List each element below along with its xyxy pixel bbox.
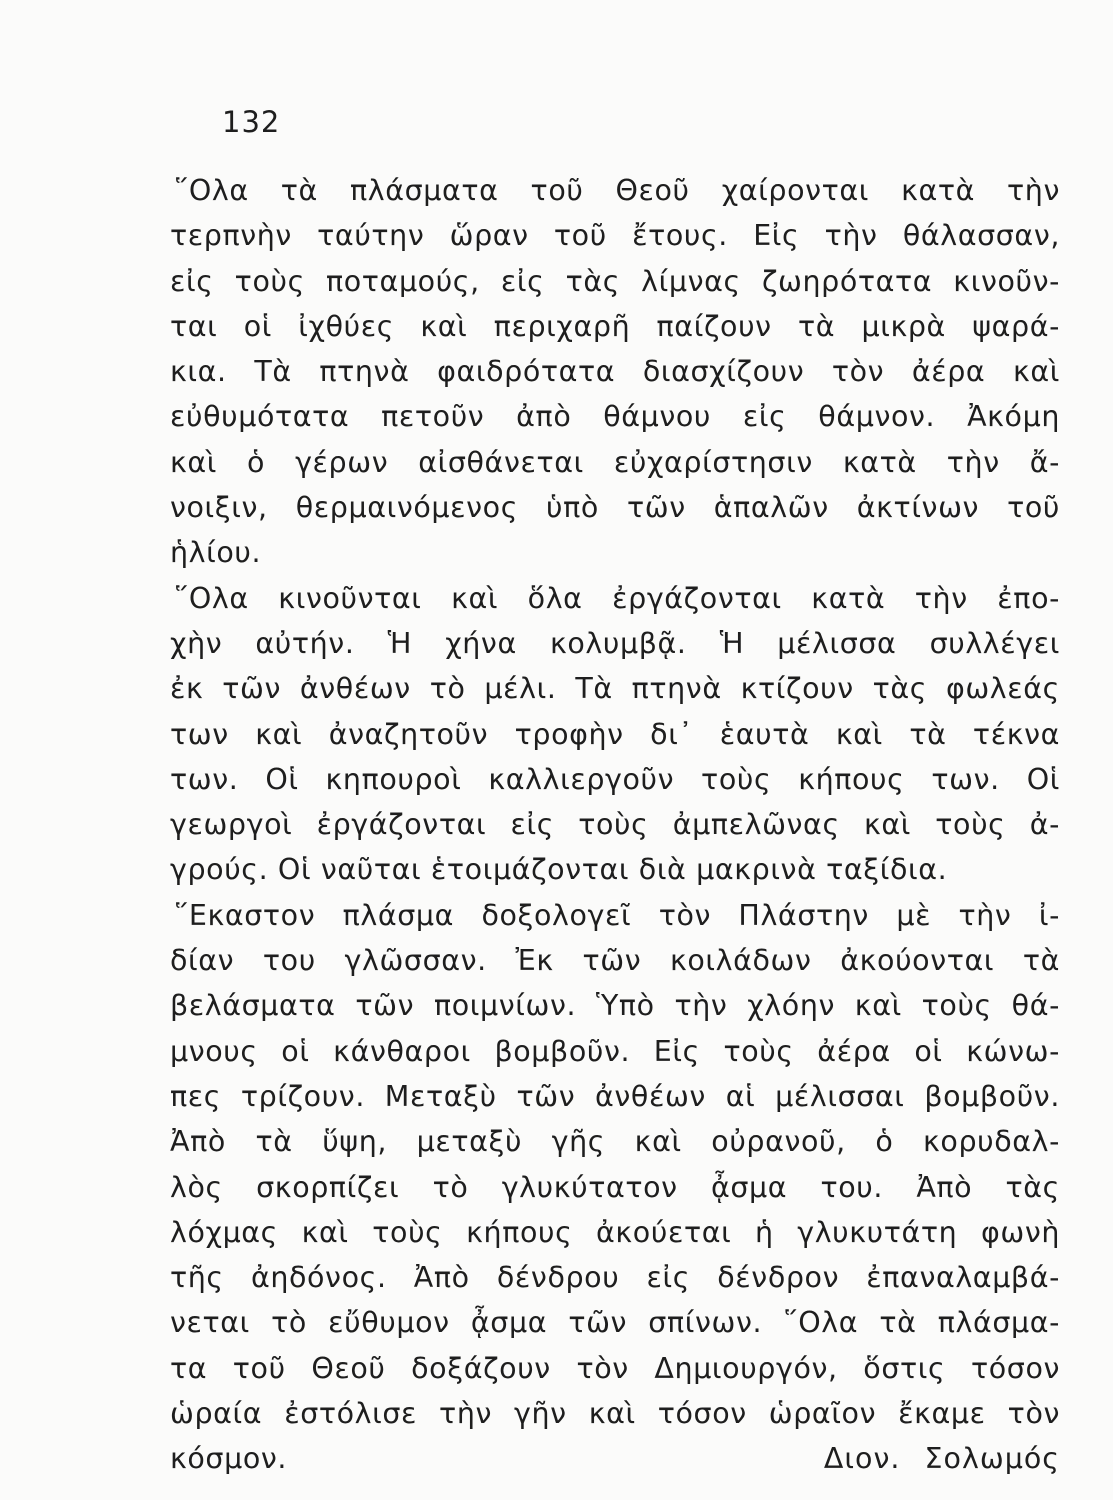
text-line: των καὶ ἀναζητοῦν τροφὴν δι᾽ ἑαυτὰ καὶ τὰ τέκνα [170,717,1060,751]
text-line: νοιξιν, θερμαινόμενος ὑπὸ τῶν ἁπαλῶν ἀκτίνων τοῦ [170,491,1060,525]
closing-word: κόσμον. [170,1442,288,1476]
text-line: κια. Τὰ πτηνὰ φαιδρότατα διασχίζουν τὸν ἀέρα καὶ [170,355,1060,389]
text-line: λόχμας καὶ τοὺς κήπους ἀκούεται ἡ γλυκυτάτη φωνὴ [170,1215,1060,1249]
text-line: των. Οἱ κηπουροὶ καλλιεργοῦν τοὺς κήπους των. Οἱ [170,762,1060,796]
text-line: νεται τὸ εὔθυμον ᾆσμα τῶν σπίνων. ῞Ολα τὰ πλάσμα- [170,1306,1060,1340]
text-line: γρούς. Οἱ ναῦται ἑτοιμάζονται διὰ μακρινὰ ταξίδια. [170,853,948,887]
page-number: 132 [222,105,281,139]
text-line: ἡλίου. [170,536,262,570]
text-line: βελάσματα τῶν ποιμνίων. Ὑπὸ τὴν χλόην καὶ τοὺς θά- [170,989,1060,1023]
text-line: ὡραία ἐστόλισε τὴν γῆν καὶ τόσον ὡραῖον ἔκαμε τὸν [170,1397,1060,1431]
text-line: καὶ ὁ γέρων αἰσθάνεται εὐχαρίστησιν κατὰ τὴν ἄ- [170,445,1060,479]
text-line: Ἀπὸ τὰ ὕψη, μεταξὺ γῆς καὶ οὐρανοῦ, ὁ κορυδαλ- [170,1125,1060,1159]
text-line: πες τρίζουν. Μεταξὺ τῶν ἀνθέων αἱ μέλισσαι βομβοῦν. [170,1079,1060,1113]
text-line: χὴν αὐτήν. Ἡ χήνα κολυμβᾷ. Ἡ μέλισσα συλλέγει [170,626,1060,660]
text-line: ἐκ τῶν ἀνθέων τὸ μέλι. Τὰ πτηνὰ κτίζουν τὰς φωλεάς [170,672,1060,706]
text-line: δίαν του γλῶσσαν. Ἐκ τῶν κοιλάδων ἀκούονται τὰ [170,944,1060,978]
text-line: γεωργοὶ ἐργάζονται εἰς τοὺς ἀμπελῶνας καὶ τοὺς ἀ- [170,808,1060,842]
text-line: ῞Ολα τὰ πλάσματα τοῦ Θεοῦ χαίρονται κατὰ τὴν [174,174,1060,207]
text-line: τῆς ἀηδόνος. Ἀπὸ δένδρου εἰς δένδρον ἐπαναλαμβά- [170,1261,1060,1295]
text-line: τα τοῦ Θεοῦ δοξάζουν τὸν Δημιουργόν, ὅστις τόσον [170,1351,1060,1385]
text-line: μνους οἱ κάνθαροι βομβοῦν. Εἰς τοὺς ἀέρα οἱ κώνω- [170,1034,1060,1068]
body-text [170,168,1060,1482]
text-line: εὐθυμότατα πετοῦν ἀπὸ θάμνου εἰς θάμνον. Ἀκόμη [170,400,1060,434]
text-line: τερπνὴν ταύτην ὥραν τοῦ ἔτους. Εἰς τὴν θάλασσαν, [170,219,1060,253]
text-line: εἰς τοὺς ποταμούς, εἰς τὰς λίμνας ζωηρότατα κινοῦν- [170,264,1060,298]
text-line: λὸς σκορπίζει τὸ γλυκύτατον ᾆσμα του. Ἀπὸ τὰς [170,1170,1060,1204]
text-line: ῞Εκαστον πλάσμα δοξολογεῖ τὸν Πλάστην μὲ τὴν ἰ- [174,898,1060,932]
closing-line [170,1436,1060,1481]
text-line: ται οἱ ἰχθύες καὶ περιχαρῆ παίζουν τὰ μικρὰ ψαρά- [170,309,1060,343]
author-signature: Διον. Σολωμός [823,1442,1060,1476]
text-line: ῞Ολα κινοῦνται καὶ ὅλα ἐργάζονται κατὰ τὴν ἐπο- [174,581,1060,615]
